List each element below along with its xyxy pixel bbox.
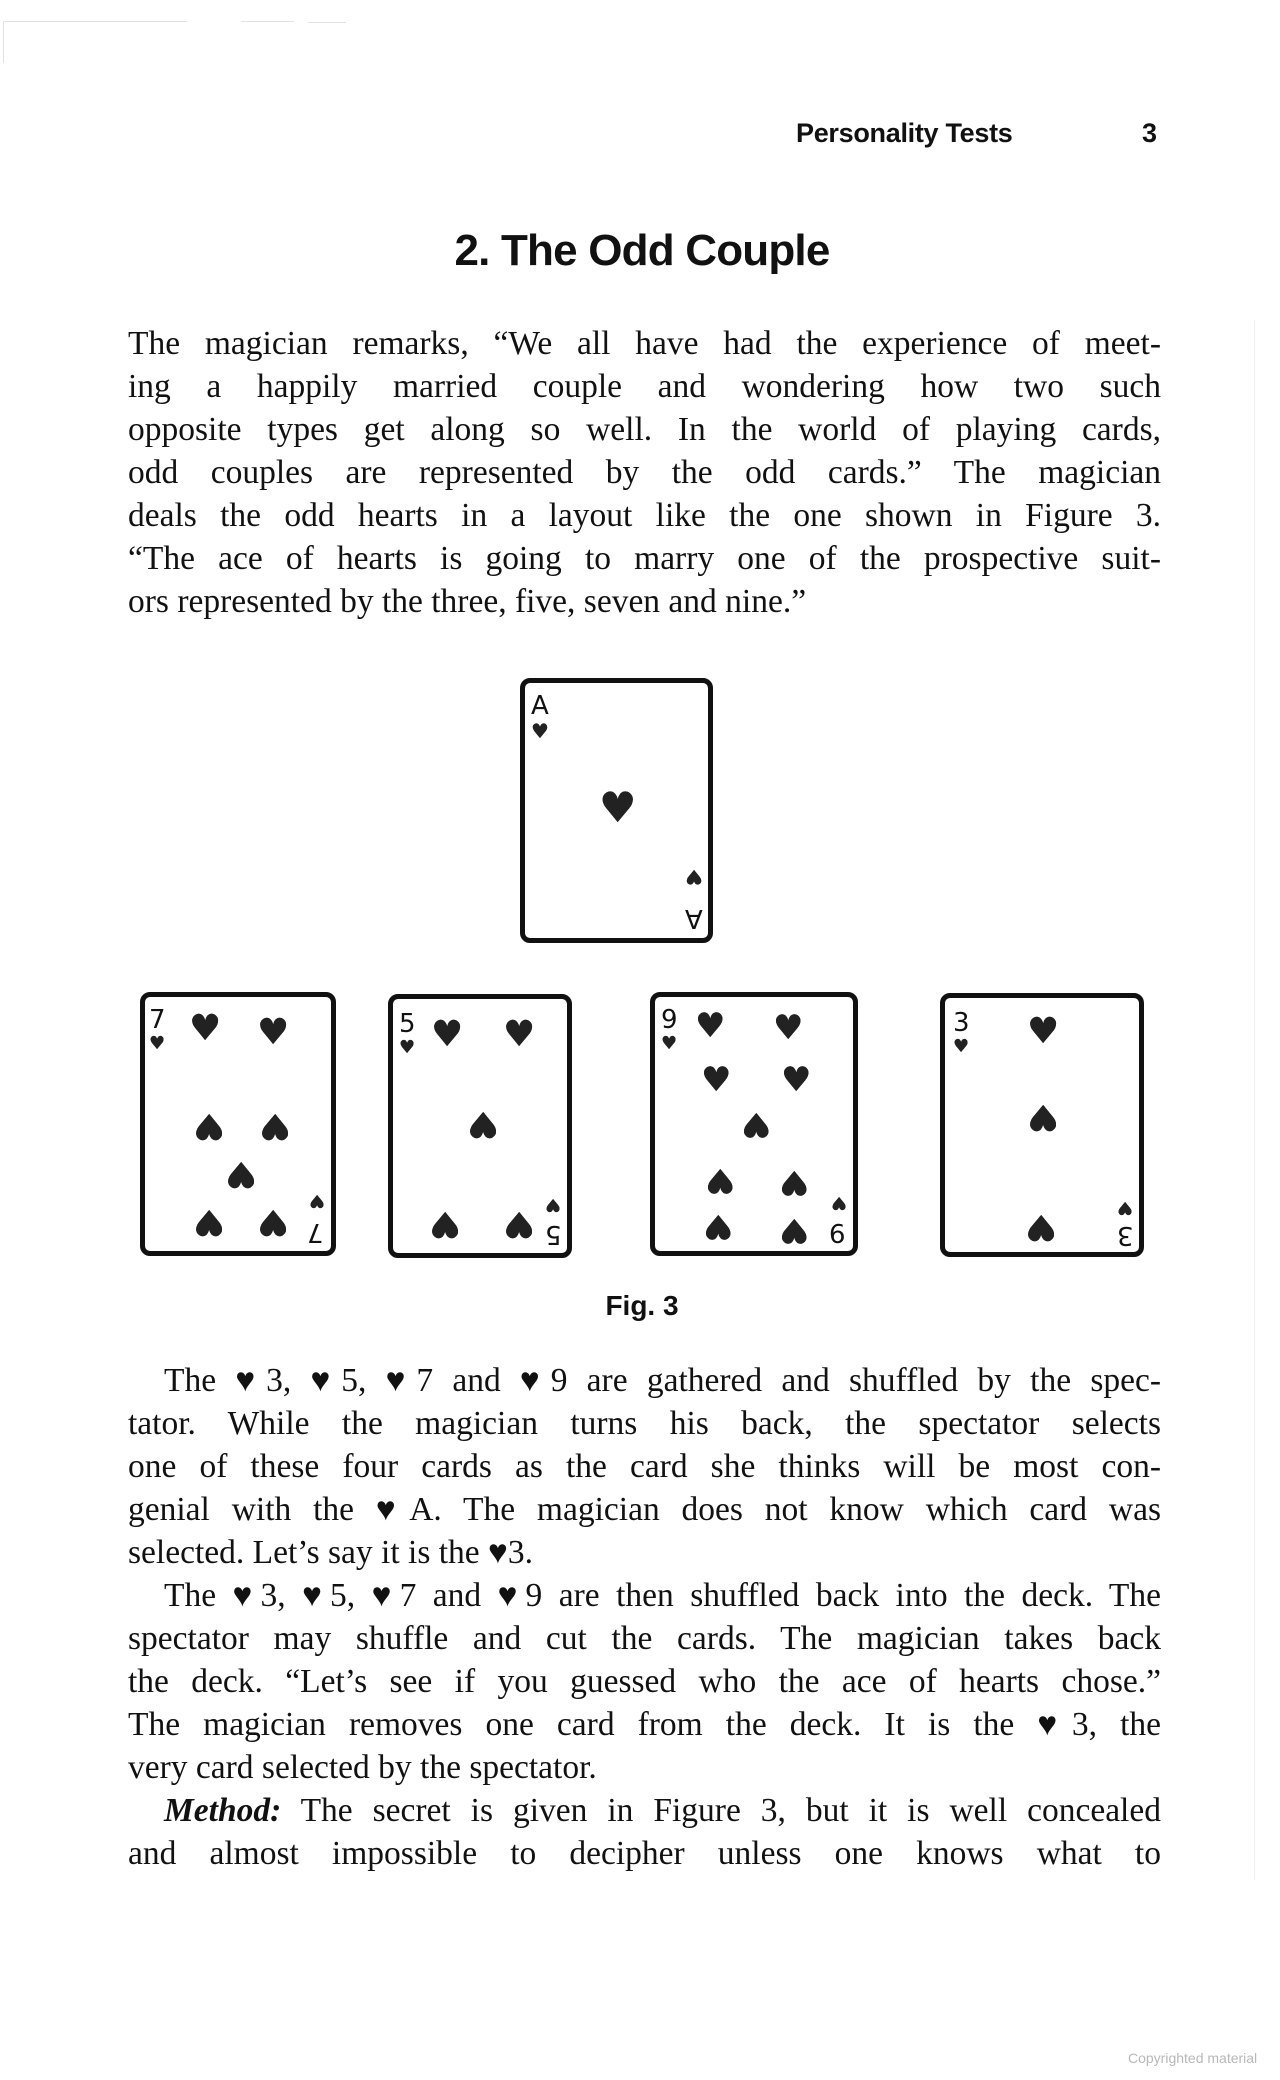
heart-icon: ♥ <box>309 1190 326 1211</box>
text-line: The magician remarks, “We all have had the experience of meet- <box>128 325 1161 362</box>
text-line: The ♥3, ♥5, ♥7 and ♥9 are then shuffled back into the deck. The <box>164 1577 1161 1614</box>
heart-icon: ♥ <box>779 1210 810 1250</box>
text-line: “The ace of hearts is going to marry one of the prospective suit- <box>128 540 1161 577</box>
text-line: The magician removes one card from the deck. It is the ♥3, the <box>128 1706 1161 1743</box>
card-rank-index: 7 <box>307 1217 324 1247</box>
card-three-of-hearts <box>940 993 1144 1257</box>
card-rank-index: 5 <box>545 1219 562 1249</box>
heart-icon: ♥ <box>703 1206 734 1246</box>
heart-icon: ♥ <box>503 1203 536 1244</box>
heart-icon: ♥ <box>953 1036 970 1057</box>
card-five-of-hearts <box>388 994 572 1258</box>
heart-icon: ♥ <box>257 1012 290 1053</box>
heart-icon: ♥ <box>779 1162 810 1202</box>
heart-icon: ♥ <box>257 1201 290 1242</box>
text-line: odd couples are represented by the odd cards.” The magician <box>128 454 1161 491</box>
text-line: deals the odd hearts in a layout like the one shown in Figure 3. <box>128 497 1161 534</box>
heart-icon: ♥ <box>1117 1197 1134 1218</box>
method-text: The secret is given in Figure 3, but it is well concealed <box>281 1792 1161 1829</box>
heart-icon: ♥ <box>503 1014 536 1055</box>
text-line: selected. Let’s say it is the ♥3. <box>128 1534 534 1571</box>
heart-icon: ♥ <box>831 1192 848 1213</box>
heart-icon: ♥ <box>773 1008 804 1048</box>
card-rank-index: A <box>685 903 703 933</box>
text-line: spectator may shuffle and cut the cards. The magician takes back <box>128 1620 1161 1657</box>
page-number: 3 <box>1142 118 1158 148</box>
scan-border-top <box>3 21 187 22</box>
heart-icon: ♥ <box>531 719 549 743</box>
running-head-title: Personality Tests <box>796 118 1013 148</box>
heart-icon: ♥ <box>189 1008 222 1049</box>
heart-icon: ♥ <box>741 1104 772 1144</box>
heart-icon: ♥ <box>705 1160 736 1200</box>
heart-icon: ♥ <box>661 1033 678 1054</box>
card-seven-of-hearts <box>140 992 336 1256</box>
section-title: 2. The Odd Couple <box>454 226 830 275</box>
heart-icon: ♥ <box>193 1105 226 1146</box>
heart-icon: ♥ <box>1027 1096 1060 1137</box>
text-line: the deck. “Let’s see if you guessed who the ace of hearts chose.” <box>128 1663 1161 1700</box>
heart-icon: ♥ <box>701 1060 732 1100</box>
card-rank-index: 9 <box>829 1217 846 1247</box>
heart-icon: ♥ <box>1027 1011 1060 1052</box>
copyright-watermark: Copyrighted material <box>1128 2050 1258 2066</box>
intro-paragraph <box>128 322 1161 623</box>
text-line: and almost impossible to decipher unless one knows what to <box>128 1835 1161 1872</box>
card-rank-index: 3 <box>1117 1220 1134 1250</box>
heart-icon: ♥ <box>1025 1206 1058 1247</box>
heart-icon: ♥ <box>467 1103 500 1144</box>
card-rank-index: A <box>531 691 549 721</box>
body-paragraph-3 <box>128 1574 1161 1789</box>
body-paragraph-2 <box>128 1359 1161 1574</box>
text-line: tator. While the magician turns his back, the spectator selects <box>128 1405 1161 1442</box>
text-line: very card selected by the spectator. <box>128 1749 597 1786</box>
heart-icon: ♥ <box>545 1194 562 1215</box>
text-line: ing a happily married couple and wondering how two such <box>128 368 1161 405</box>
text-line <box>128 1789 1161 1832</box>
heart-icon: ♥ <box>193 1201 226 1242</box>
heart-icon: ♥ <box>685 865 703 889</box>
heart-icon: ♥ <box>781 1060 812 1100</box>
text-line: The ♥3, ♥5, ♥7 and ♥9 are gathered and shuffled by the spec- <box>164 1362 1161 1399</box>
heart-icon: ♥ <box>431 1014 464 1055</box>
card-ace-of-hearts <box>520 678 713 943</box>
heart-icon: ♥ <box>399 1037 416 1058</box>
method-paragraph <box>128 1789 1161 1875</box>
card-rank-index: 5 <box>399 1009 416 1039</box>
scan-border-top-2 <box>241 21 294 22</box>
scan-border-right <box>1254 320 1255 1880</box>
scan-border-left <box>3 21 4 63</box>
text-line: opposite types get along so well. In the world of playing cards, <box>128 411 1161 448</box>
card-rank-index: 3 <box>953 1008 970 1038</box>
text-line: ors represented by the three, five, seven and nine.” <box>128 583 807 620</box>
method-label: Method: <box>164 1792 282 1829</box>
figure-caption: Fig. 3 <box>605 1290 679 1321</box>
card-nine-of-hearts <box>650 992 858 1256</box>
heart-icon: ♥ <box>429 1203 462 1244</box>
heart-icon: ♥ <box>599 783 637 832</box>
text-line: genial with the ♥A. The magician does not know which card was <box>128 1491 1161 1528</box>
scan-border-top-3 <box>308 22 346 23</box>
heart-icon: ♥ <box>149 1033 166 1054</box>
heart-icon: ♥ <box>259 1105 292 1146</box>
heart-icon: ♥ <box>695 1006 726 1046</box>
card-rank-index: 7 <box>149 1005 166 1035</box>
text-line: one of these four cards as the card she thinks will be most con- <box>128 1448 1161 1485</box>
card-rank-index: 9 <box>661 1005 678 1035</box>
heart-icon: ♥ <box>225 1153 258 1194</box>
